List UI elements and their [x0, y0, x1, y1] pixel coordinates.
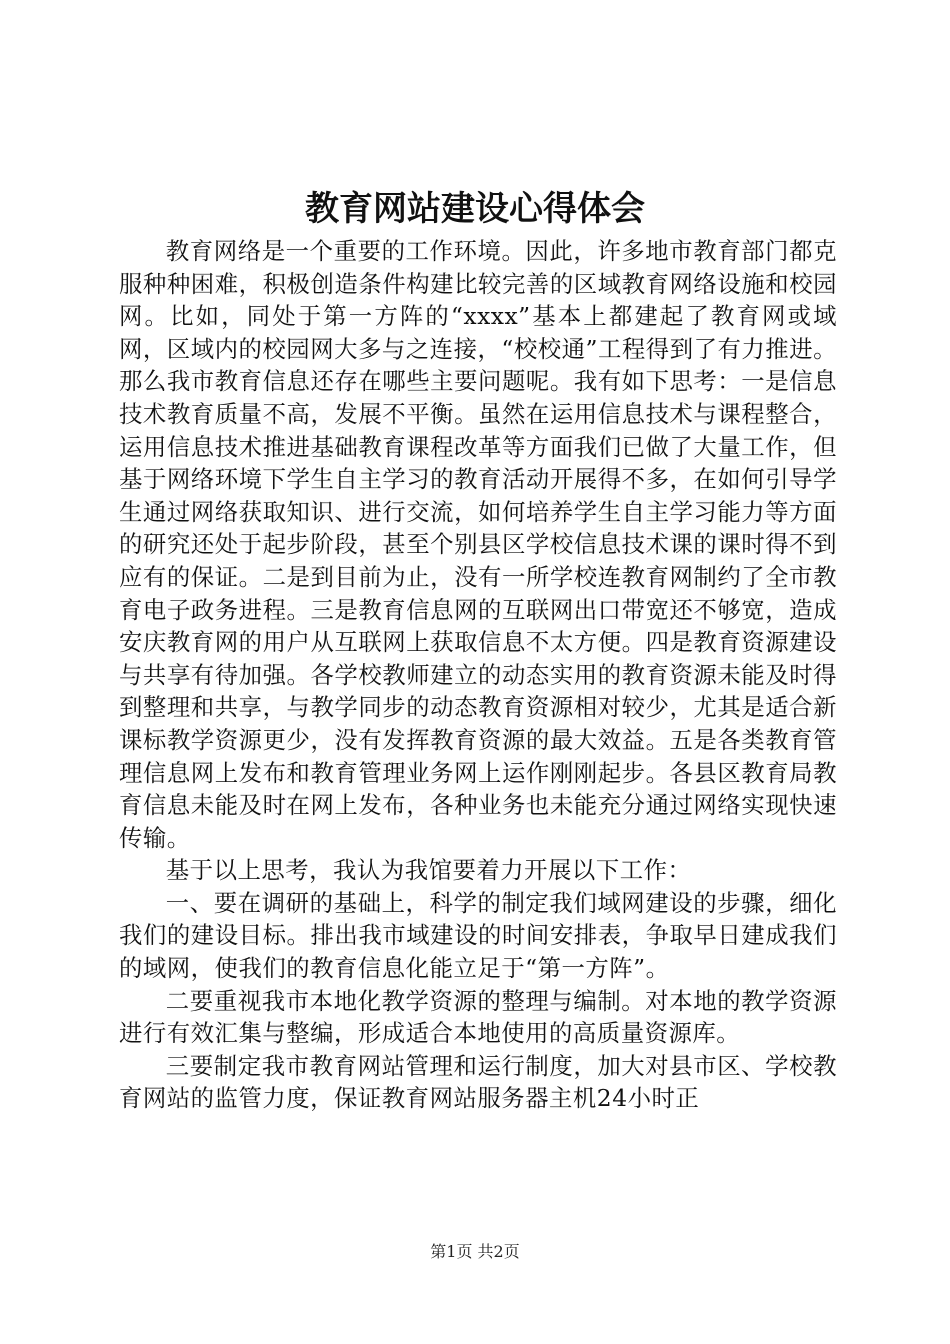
document-title: 教育网站建设心得体会: [305, 189, 645, 229]
document-body: [119, 235, 837, 1115]
page-number-footer: 第1页 共2页: [430, 1242, 520, 1261]
paragraph: 一、要在调研的基础上，科学的制定我们域网建设的步骤，细化我们的建设目标。排出我市域建设的时间安排表，争取早日建成我们的域网，使我们的教育信息化能立足于“第一方阵”。: [119, 888, 837, 983]
paragraph: 基于以上思考，我认为我馆要着力开展以下工作：: [165, 856, 692, 885]
paragraph: 二要重视我市本地化教学资源的整理与编制。对本地的教学资源进行有效汇集与整编，形成适合本地使用的高质量资源库。: [119, 986, 837, 1048]
paragraph: 三要制定我市教育网站管理和运行制度，加大对县市区、学校教育网站的监管力度，保证教育网站服务器主机24小时正: [119, 1051, 837, 1113]
paragraph: 教育网络是一个重要的工作环境。因此，许多地市教育部门都克服种种困难，积极创造条件构建比较完善的区域教育网络设施和校园网。比如，同处于第一方阵的“xxxx”基本上都建起了教育网或域网，区域内的校园网大多与之连接，“校校通”工程得到了有力推进。那么我市教育信息还存在哪些主要问题呢。我有如下思考：一是信息技术教育质量不高，发展不平衡。虽然在运用信息技术与课程整合，运用信息技术推进基础教育课程改革等方面我们已做了大量工作，但基于网络环境下学生自主学习的教育活动开展得不多，在如何引导学生通过网络获取知识、进行交流，如何培养学生自主学习能力等方面的研究还处于起步阶段，甚至个别县区学校信息技术课的课时得不到应有的保证。二是到目前为止，没有一所学校连教育网制约了全市教育电子政务进程。三是教育信息网的互联网出口带宽还不够宽，造成安庆教育网的用户从互联网上获取信息不太方便。四是教育资源建设与共享有待加强。各学校教师建立的动态实用的教育资源未能及时得到整理和共享，与教学同步的动态教育资源相对较少，尤其是适合新课标教学资源更少，没有发挥教育资源的最大效益。五是各类教育管理信息网上发布和教育管理业务网上运作刚刚起步。各县区教育局教育信息未能及时在网上发布，各种业务也未能充分通过网络实现快速传输。: [119, 237, 837, 852]
